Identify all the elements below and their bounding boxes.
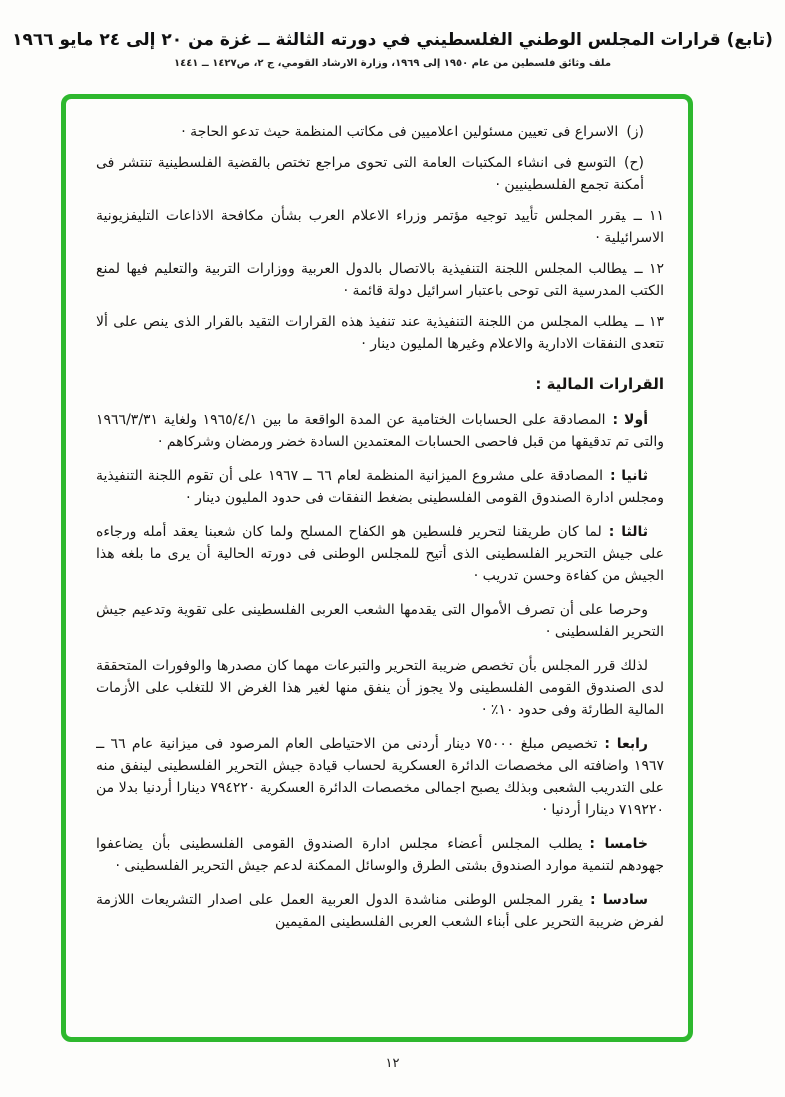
- item-text: يطلب المجلس من اللجنة التنفيذية عند تنفيذ هذه القرارات التقيد بالقرار الذى ينص على ألا تتعدى النفقات الادارية والاعلام وغيرها المليون دينار ·: [96, 314, 664, 352]
- paragraph-lead: خامسا :: [589, 836, 648, 852]
- item-text: يقرر المجلس تأييد توجيه مؤتمر وزراء الاعلام العرب بشأن مكافحة الاذاعات التليفزيونية الاسرائيلية ·: [96, 208, 664, 246]
- financial-resolution-first: [96, 409, 664, 453]
- document-header: [0, 30, 785, 69]
- green-annotation-frame: [61, 94, 693, 1042]
- paragraph-text: المصادقة على الحسابات الختامية عن المدة الواقعة ما بين ١٩٦٥/٤/١ ولغاية ١٩٦٦/٣/٣١ والتى تم تدقيقها من قبل فاحصى الحسابات المعتمدين السادة خضر ورمضان وشركاهم ·: [96, 412, 664, 450]
- item-marker: ١٣ ــ: [635, 314, 664, 330]
- item-text: يطالب المجلس اللجنة التنفيذية بالاتصال بالدول العربية ووزارات التربية والتعليم فيها لمنع الكتب المدرسية التى توحى باعتبار اسرائيل دولة قائمة ·: [96, 261, 664, 299]
- section-heading-financial-resolutions: القرارات المالية :: [535, 375, 664, 393]
- document-title: (تابع) قرارات المجلس الوطني الفلسطيني في دورته الثالثة ــ غزة من ٢٠ إلى ٢٤ مايو ١٩٦٦: [12, 30, 773, 50]
- paragraph-text: يطلب المجلس أعضاء مجلس ادارة الصندوق القومى الفلسطينى بأن يضاعفوا جهودهم لتنمية موارد الصندوق بشتى الطرق والوسائل الممكنة لدعم جيش التحرير الفلسطينى ·: [96, 836, 664, 874]
- paragraph-lead: ثالثا :: [608, 524, 648, 540]
- item-marker: ١٢ ــ: [634, 261, 664, 277]
- paragraph-text: تخصيص مبلغ ٧٥٠٠٠ دينار أردنى من الاحتياطى العام المرصود فى ميزانية عام ٦٦ ــ ١٩٦٧ واضافته الى مخصصات الدائرة العسكرية لحساب قيادة جيش التحرير الفلسطينى لينفق منه على التدريب الشعبى وبذلك يصبح اجمالى مخصصات الدائرة العسكرية ٧٩٤٢٢٠ دينارا أردنيا بدلا من ٧١٩٢٢٠ دينارا أردنيا ·: [96, 736, 664, 818]
- financial-resolution-third: [96, 521, 664, 587]
- paragraph-text: يقرر المجلس الوطنى مناشدة الدول العربية العمل على اصدار التشريعات اللازمة لفرض ضريبة التحرير على أبناء الشعب العربى الفلسطينى المقيمين: [96, 892, 664, 930]
- paragraph-lead: سادسا :: [590, 892, 648, 908]
- paragraph-text: المصادقة على مشروع الميزانية المنظمة لعام ٦٦ ــ ١٩٦٧ على أن تقوم اللجنة التنفيذية ومجلس ادارة الصندوق القومى الفلسطينى بضغط النفقات فى حدود المليون دينار ·: [96, 468, 664, 506]
- resolution-13: [96, 311, 664, 355]
- resolution-11: [96, 205, 664, 249]
- item-marker: (ح): [624, 155, 644, 171]
- paragraph-lead: ثانيا :: [610, 468, 648, 484]
- financial-resolution-sixth: [96, 889, 664, 933]
- paragraph-lead: رابعا :: [604, 736, 648, 752]
- paragraph-text: وحرصا على أن تصرف الأموال التى يقدمها الشعب العربى الفلسطينى على تقوية وتدعيم جيش التحرير الفلسطينى ·: [96, 602, 664, 640]
- item-marker: (ز): [626, 124, 644, 140]
- item-marker: ١١ ــ: [633, 208, 664, 224]
- paragraph-liberation-tax-allocation: [96, 655, 664, 721]
- item-text: التوسع فى انشاء المكتبات العامة التى تحوى مراجع تختص بالقضية الفلسطينية تنتشر فى أمكنة تجمع الفلسطينيين ·: [96, 155, 644, 193]
- document-body: [96, 121, 664, 1021]
- paragraph-lead: أولا :: [612, 412, 648, 428]
- list-item-zain: [96, 121, 664, 143]
- financial-resolution-fourth: [96, 733, 664, 821]
- financial-resolution-second: [96, 465, 664, 509]
- paragraph-text: لذلك قرر المجلس بأن تخصص ضريبة التحرير والتبرعات مهما كان مصدرها والوفورات المتحققة لدى الصندوق القومى الفلسطينى ولا يجوز أن ينفق منها لغير هذا الغرض الا للتغلب على الأزمات المالية الطارئة وفى حدود ١٠٪ ·: [96, 658, 664, 718]
- resolution-12: [96, 258, 664, 302]
- paragraph-text: لما كان طريقنا لتحرير فلسطين هو الكفاح المسلح ولما كان شعبنا يعقد أمله ورجاءه على جيش التحرير الفلسطينى الذى أتيح للمجلس الوطنى فى دورته الحالية أن يرى ما بلغه هذا الجيش من كفاءة وحسن تدريب ·: [96, 524, 664, 584]
- item-text: الاسراع فى تعيين مسئولين اعلاميين فى مكاتب المنظمة حيث تدعو الحاجة ·: [181, 124, 619, 140]
- page-number: ١٢: [385, 1056, 400, 1071]
- paragraph-funds-spending-care: [96, 599, 664, 643]
- document-source-line: ملف وثائق فلسطين من عام ١٩٥٠ إلى ١٩٦٩، وزارة الارشاد القومي، ج ٢، ص١٤٢٧ ــ ١٤٤١: [173, 58, 612, 69]
- list-item-hah: [96, 152, 664, 196]
- financial-resolution-fifth: [96, 833, 664, 877]
